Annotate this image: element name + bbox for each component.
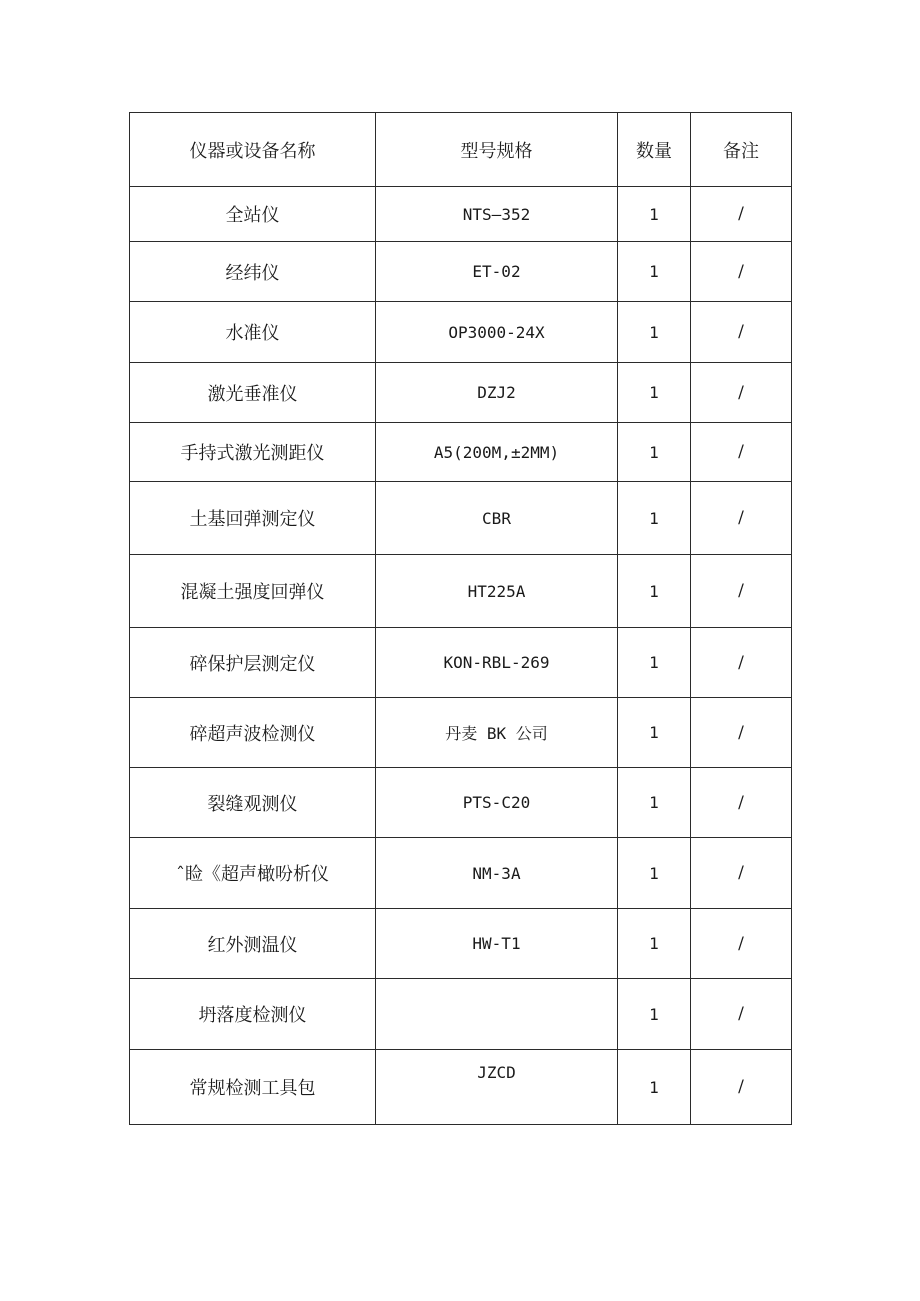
table-row — [130, 302, 792, 363]
cell-name: 红外测温仪 — [130, 909, 376, 979]
cell-model: ET-02 — [376, 242, 618, 302]
table-row — [130, 363, 792, 423]
cell-name: 裂缝观测仪 — [130, 768, 376, 838]
cell-model: CBR — [376, 482, 618, 555]
cell-name: 混凝土强度回弹仪 — [130, 555, 376, 628]
cell-name: 碎保护层测定仪 — [130, 628, 376, 698]
table-row — [130, 768, 792, 838]
table-row — [130, 1050, 792, 1125]
cell-name: 经纬仪 — [130, 242, 376, 302]
cell-model: KON-RBL-269 — [376, 628, 618, 698]
cell-model: DZJ2 — [376, 363, 618, 423]
cell-note: / — [691, 187, 792, 242]
cell-qty: 1 — [618, 909, 691, 979]
cell-qty: 1 — [618, 363, 691, 423]
cell-qty: 1 — [618, 628, 691, 698]
cell-note: / — [691, 423, 792, 482]
header-name: 仪器或设备名称 — [130, 113, 376, 187]
cell-qty: 1 — [618, 698, 691, 768]
cell-qty: 1 — [618, 302, 691, 363]
cell-name: 激光垂准仪 — [130, 363, 376, 423]
cell-model: PTS-C20 — [376, 768, 618, 838]
table-row — [130, 187, 792, 242]
cell-model: HW-T1 — [376, 909, 618, 979]
equipment-table — [129, 112, 792, 1125]
cell-name: 全站仪 — [130, 187, 376, 242]
cell-model: A5(200M,±2MM) — [376, 423, 618, 482]
cell-name: 水准仪 — [130, 302, 376, 363]
cell-name: 手持式激光测距仪 — [130, 423, 376, 482]
cell-qty: 1 — [618, 187, 691, 242]
cell-qty: 1 — [618, 1050, 691, 1125]
cell-note: / — [691, 628, 792, 698]
cell-note: / — [691, 909, 792, 979]
table-row — [130, 979, 792, 1050]
table-row — [130, 482, 792, 555]
cell-model: OP3000-24X — [376, 302, 618, 363]
cell-note: / — [691, 555, 792, 628]
cell-qty: 1 — [618, 482, 691, 555]
cell-model-text: JZCD — [477, 1063, 516, 1082]
cell-note: / — [691, 302, 792, 363]
cell-note: / — [691, 768, 792, 838]
cell-qty: 1 — [618, 979, 691, 1050]
cell-qty: 1 — [618, 838, 691, 909]
table-row — [130, 909, 792, 979]
cell-model: NTS—352 — [376, 187, 618, 242]
cell-name: 土基回弹测定仪 — [130, 482, 376, 555]
table-row — [130, 838, 792, 909]
cell-qty: 1 — [618, 242, 691, 302]
header-model: 型号规格 — [376, 113, 618, 187]
cell-note: / — [691, 242, 792, 302]
cell-name: 常规检测工具包 — [130, 1050, 376, 1125]
table-row — [130, 242, 792, 302]
cell-note: / — [691, 482, 792, 555]
cell-model — [376, 979, 618, 1050]
cell-model: NM-3A — [376, 838, 618, 909]
table-row — [130, 555, 792, 628]
cell-note: / — [691, 363, 792, 423]
table-header-row — [130, 113, 792, 187]
cell-qty: 1 — [618, 423, 691, 482]
table-row — [130, 628, 792, 698]
cell-qty: 1 — [618, 555, 691, 628]
cell-name: 碎超声波检测仪 — [130, 698, 376, 768]
header-qty: 数量 — [618, 113, 691, 187]
table-row — [130, 423, 792, 482]
cell-note: / — [691, 838, 792, 909]
cell-model: 丹麦 BK 公司 — [376, 698, 618, 768]
cell-qty: 1 — [618, 768, 691, 838]
cell-name: 坍落度检测仪 — [130, 979, 376, 1050]
header-note: 备注 — [691, 113, 792, 187]
cell-note: / — [691, 979, 792, 1050]
cell-model: HT225A — [376, 555, 618, 628]
table-row — [130, 698, 792, 768]
cell-note: / — [691, 1050, 792, 1125]
cell-model — [376, 1050, 618, 1125]
cell-note: / — [691, 698, 792, 768]
cell-name: ˆ睑《超声橄吩析仪 — [130, 838, 376, 909]
